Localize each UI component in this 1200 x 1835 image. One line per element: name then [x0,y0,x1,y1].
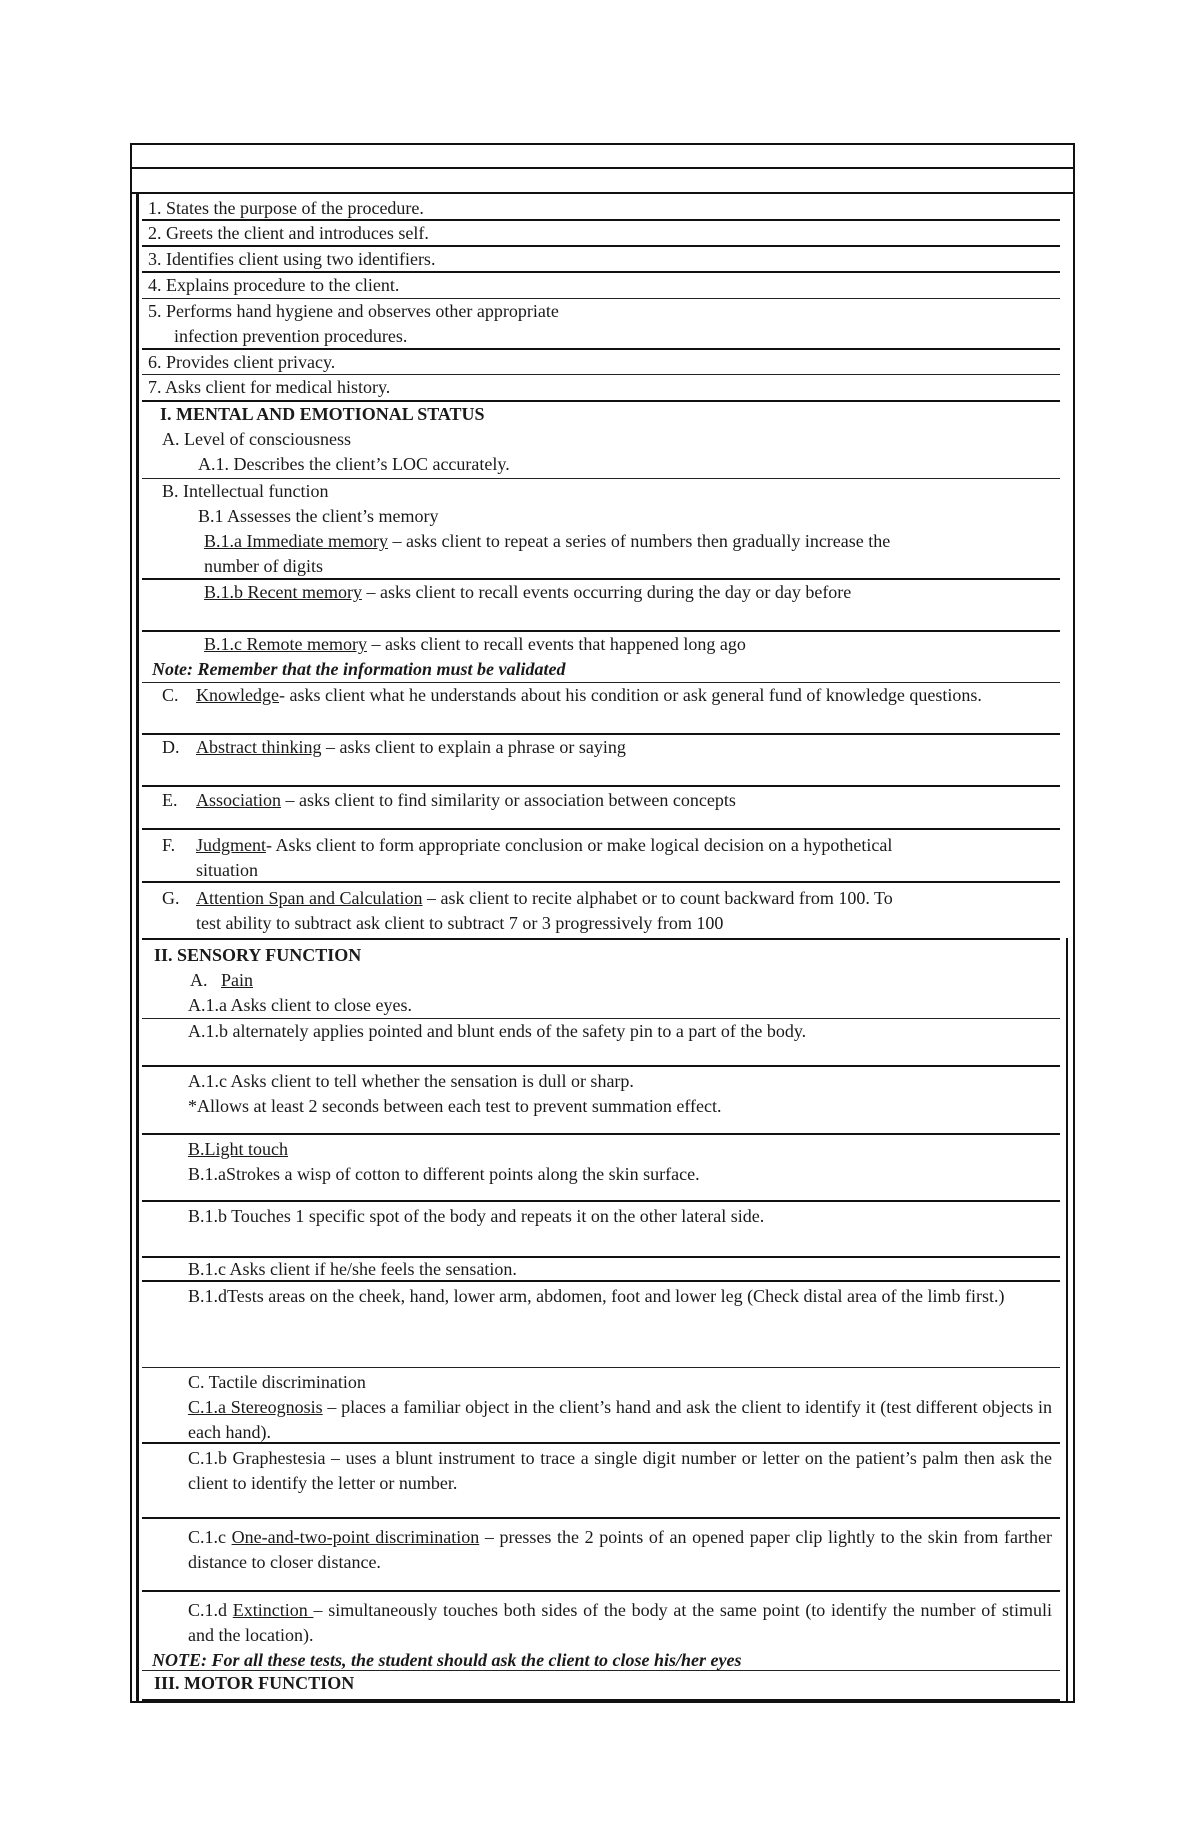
remote-memory-row: B.1.c Remote memory – asks client to recall events that happened long ago Note: Remember that the information must be validated [142,632,1060,683]
step-row: 6. Provides client privacy. [142,350,1060,375]
section-mental-status: I. MENTAL AND EMOTIONAL STATUS A. Level of consciousness A.1. Describes the client’s LOC accurately. [142,402,1060,479]
section-title: II. SENSORY FUNCTION [154,945,362,965]
pain-a1b-row: A.1.b alternately applies pointed and blunt ends of the safety pin to a part of the body. [142,1019,1060,1067]
table-header-row-2 [130,167,1075,194]
light-touch-b1c-row: B.1.c Asks client if he/she feels the sensation. [142,1258,1060,1282]
light-touch-row: B.Light touch B.1.aStrokes a wisp of cotton to different points along the skin surface. [142,1135,1060,1202]
recent-memory-row: B.1.b Recent memory – asks client to recall events occurring during the day or day before [142,580,1060,632]
table-right-border [1066,938,1068,1703]
judgment-row: F. Judgment- Asks client to form appropriate conclusion or make logical decision on a hypothetical situation [142,830,1060,883]
eyes-closed-note: NOTE: For all these tests, the student should ask the client to close his/her eyes [152,1650,742,1670]
step-row: 7. Asks client for medical history. [142,375,1060,402]
table-left-border [136,193,139,1703]
validation-note: Note: Remember that the information must be validated [152,659,566,679]
section-motor-function [142,1671,1060,1701]
graphestesia-row: C.1.b Graphestesia – uses a blunt instrument to trace a single digit number or letter on the patient’s palm then ask the client to identify the letter or number. [142,1444,1060,1519]
step-row: 4. Explains procedure to the client. [142,273,1060,299]
extinction-row: C.1.d Extinction – simultaneously touches both sides of the body at the same point (to identify the number of stimuli and the location). NOTE: For all these tests, the student should ask the client to close his/her eyes [142,1592,1060,1671]
section-title: I. MENTAL AND EMOTIONAL STATUS [160,404,485,424]
knowledge-row: C. Knowledge- asks client what he understands about his condition or ask general fund of knowledge questions. [142,683,1060,735]
section-sensory-function: II. SENSORY FUNCTION A. Pain A.1.a Asks client to close eyes. [142,940,1060,1019]
step-row: 1. States the purpose of the procedure. [142,196,1060,221]
tactile-discrimination-row: C. Tactile discrimination C.1.a Stereognosis – places a familiar object in the client’s hand and ask the client to identify it (test different objects in each hand). [142,1368,1060,1444]
step-row: 5. Performs hand hygiene and observes other appropriate infection prevention procedures. [142,299,1060,350]
pain-a1c-row: A.1.c Asks client to tell whether the sensation is dull or sharp. *Allows at least 2 seconds between each test to prevent summation effect. [142,1067,1060,1135]
attention-span-row: G. Attention Span and Calculation – ask client to recite alphabet or to count backward from 100. To test ability to subtract ask client to subtract 7 or 3 progressively from 100 [142,883,1060,940]
intellectual-function-row: B. Intellectual function B.1 Assesses the client’s memory B.1.a Immediate memory – asks client to repeat a series of numbers then gradually increase the number of digits [142,479,1060,580]
two-point-discrimination-row: C.1.c One-and-two-point discrimination – presses the 2 points of an opened paper clip lightly to the skin from farther distance to closer distance. [142,1519,1060,1592]
abstract-thinking-row: D. Abstract thinking – asks client to explain a phrase or saying [142,735,1060,787]
step-row: 2. Greets the client and introduces self. [142,221,1060,247]
table-header-row-1 [130,143,1075,169]
light-touch-b1b-row: B.1.b Touches 1 specific spot of the body and repeats it on the other lateral side. [142,1202,1060,1258]
association-row: E. Association – asks client to find similarity or association between concepts [142,787,1060,830]
step-row: 3. Identifies client using two identifiers. [142,247,1060,273]
light-touch-b1d-row: B.1.dTests areas on the cheek, hand, lower arm, abdomen, foot and lower leg (Check distal area of the limb first.) [142,1282,1060,1368]
section-title: III. MOTOR FUNCTION [154,1673,355,1693]
